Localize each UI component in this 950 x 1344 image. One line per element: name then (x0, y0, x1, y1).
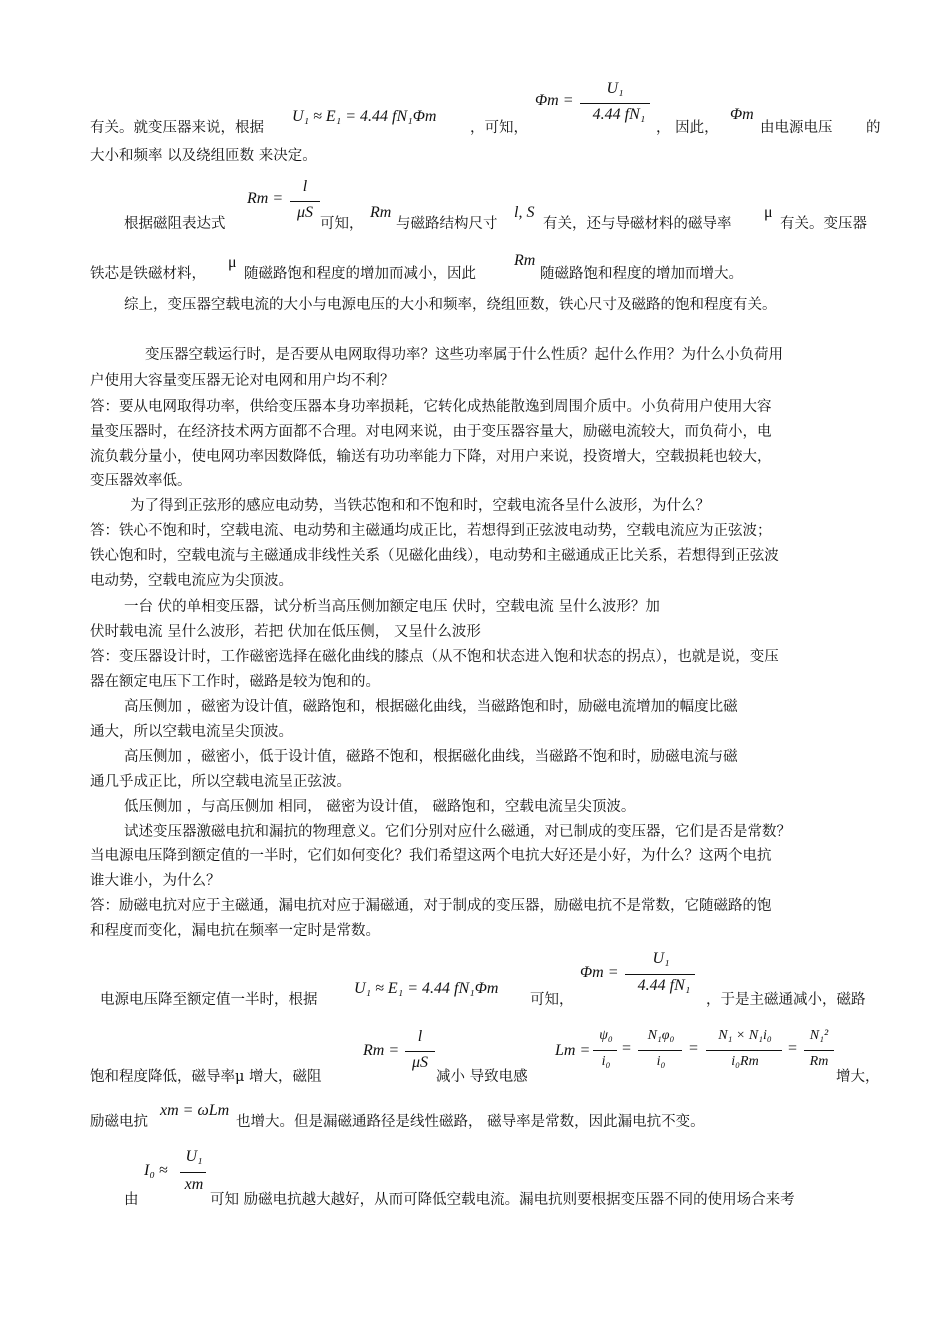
question-line: 一台 伏的单相变压器，试分析当高压侧加额定电压 伏时，空载电流 呈什么波形？加 (124, 599, 660, 615)
text-line: ，可知， (470, 120, 528, 136)
answer-line: 低压侧加 ，与高压侧加 相同， 磁密为设计值， 磁路饱和，空载电流呈尖顶波。 (124, 799, 636, 815)
permeability-symbol: μ (764, 204, 773, 221)
answer-line: 通大，所以空载电流呈尖顶波。 (90, 724, 293, 740)
text-line: 随磁路饱和程度的增加而减小，因此 (244, 266, 476, 282)
fraction-numerator: U₁ (606, 80, 624, 97)
equation-emf: U₁ ≈ E₁ = 4.44 fN₁Φm (354, 980, 499, 997)
fraction-numerator: U₁ (185, 1148, 203, 1165)
answer-line: 答：变压器设计时，工作磁密选择在磁化曲线的膝点（从不饱和状态进入饱和状态的拐点），也就是说，变压 (90, 649, 779, 665)
text-line: 的 (866, 120, 881, 136)
fraction-bar (180, 1172, 206, 1173)
answer-line: 铁心饱和时，空载电流与主磁通成非线性关系（见磁化曲线），电动势和主磁通成正比关系，若想得到正弦波 (90, 548, 779, 564)
question-line: 户使用大容量变压器无论对电网和用户均不利？ (90, 373, 395, 389)
fraction-denominator: i₀ (656, 1054, 666, 1069)
text-line: 随磁路饱和程度的增加而增大。 (540, 266, 743, 282)
answer-line: 电动势，空载电流应为尖顶波。 (90, 573, 293, 589)
text-line: 励磁电抗 (90, 1114, 148, 1130)
fraction-bar (625, 974, 695, 975)
inductance-lhs: Lm = (555, 1042, 591, 1059)
answer-line: 答：铁心不饱和时，空载电流、电动势和主磁通均成正比，若想得到正弦波电动势，空载电流应为正弦波； (90, 523, 772, 539)
fraction-numerator: U₁ (652, 950, 670, 967)
fraction-numerator: ψ₀ (599, 1028, 613, 1043)
fraction-bar (405, 1051, 435, 1052)
fraction-denominator: i₀Rm (731, 1054, 759, 1069)
text-line: ，于是主磁通减小，磁路 (706, 992, 866, 1008)
question-line: 伏时载电流 呈什么波形，若把 伏加在低压侧， 又呈什么波形 (90, 624, 481, 640)
answer-line: 高压侧加 ，磁密小，低于设计值，磁路不饱和，根据磁化曲线，当磁路不饱和时，励磁电流与磁 (124, 749, 738, 765)
equation-reactance: xm = ωLm (160, 1102, 230, 1119)
question-line: 变压器空载运行时，是否要从电网取得功率？这些功率属于什么性质？起什么作用？为什么小负荷用 (145, 347, 783, 363)
fraction-numerator: l (417, 1028, 423, 1045)
text-line: 减小 导致电感 (436, 1069, 528, 1085)
equation-emf: U₁ ≈ E₁ = 4.44 fN₁Φm (292, 108, 437, 125)
text-line: 有关，还与导磁材料的磁导率 (543, 216, 732, 232)
reluctance-symbol: Rm (370, 204, 392, 221)
fraction-numerator: N₁² (809, 1028, 829, 1043)
fraction-denominator: xm (184, 1176, 204, 1193)
fraction-bar (290, 201, 320, 202)
fraction-denominator: i₀ (601, 1054, 611, 1069)
text-line: 大小和频率 以及绕组匝数 来决定。 (90, 148, 317, 164)
permeability-symbol: μ (228, 254, 237, 271)
answer-line: 流负载分量小，使电网功率因数降低，输送有功功率能力下降，对用户来说，投资增大，空载损耗也较大， (90, 449, 772, 465)
question-line: 当电源电压降到额定值的一半时，它们如何变化？我们希望这两个电抗大好还是小好，为什么？这两个电抗 (90, 848, 772, 864)
answer-line: 变压器效率低。 (90, 473, 192, 489)
reluctance-lhs: Rm = (247, 190, 284, 207)
text-line: 增大， (836, 1069, 880, 1085)
question-line: 谁大谁小，为什么？ (90, 873, 221, 889)
text-line: 可知， (320, 216, 364, 232)
text-line: ， 因此， (656, 120, 719, 136)
answer-line: 和程度而变化，漏电抗在频率一定时是常数。 (90, 923, 380, 939)
answer-line: 高压侧加 ，磁密为设计值，磁路饱和，根据磁化曲线，当磁路饱和时，励磁电流增加的幅度比磁 (124, 699, 738, 715)
equals-sign: = (689, 1040, 699, 1057)
fraction-denominator: 4.44 fN₁ (637, 977, 691, 994)
question-line: 为了得到正弦形的感应电动势，当铁芯饱和和不饱和时，空载电流各呈什么波形，为什么？ (130, 498, 710, 514)
fraction-denominator: 4.44 fN₁ (592, 106, 646, 123)
answer-line: 答：励磁电抗对应于主磁通，漏电抗对应于漏磁通，对于制成的变压器，励磁电抗不是常数，它随磁路的饱 (90, 898, 772, 914)
text-line: 也增大。但是漏磁通路径是线性磁路， 磁导率是常数，因此漏电抗不变。 (236, 1114, 705, 1130)
answer-line: 器在额定电压下工作时，磁路是较为饱和的。 (90, 674, 380, 690)
fraction-numerator: N₁φ₀ (647, 1028, 675, 1043)
reluctance-lhs: Rm = (363, 1042, 400, 1059)
fraction-bar (580, 103, 650, 104)
question-line: 试述变压器激磁电抗和漏抗的物理意义。它们分别对应什么磁通，对已制成的变压器，它们是否是常数？ (124, 824, 791, 840)
text-line: 有关。就变压器来说，根据 (90, 120, 264, 136)
current-lhs: I₀ ≈ (144, 1162, 168, 1179)
equation-flux-lhs: Φm = (580, 964, 619, 981)
fraction-bar (638, 1050, 682, 1051)
reluctance-symbol: Rm (514, 252, 536, 269)
equals-sign: = (622, 1040, 632, 1057)
dimension-symbols: l, S (514, 204, 535, 221)
text-line: 饱和程度降低，磁导率μ 增大，磁阻 (90, 1069, 322, 1085)
fraction-denominator: μS (411, 1054, 429, 1071)
flux-symbol: Φm (730, 106, 754, 123)
answer-line: 答：要从电网取得功率，供给变压器本身功率损耗，它转化成热能散逸到周围介质中。小负荷用户使用大容 (90, 399, 772, 415)
fraction-denominator: μS (296, 204, 314, 221)
equals-sign: = (788, 1040, 798, 1057)
fraction-numerator: N₁ × N₁i₀ (718, 1028, 772, 1043)
fraction-numerator: l (302, 178, 308, 195)
text-line: 与磁路结构尺寸 (396, 216, 498, 232)
answer-line: 通几乎成正比，所以空载电流呈正弦波。 (90, 774, 351, 790)
text-line: 根据磁阻表达式 (124, 216, 226, 232)
text-line: 可知 励磁电抗越大越好，从而可降低空载电流。漏电抗则要根据变压器不同的使用场合来考 (210, 1192, 795, 1208)
text-line: 电源电压降至额定值一半时，根据 (100, 992, 318, 1008)
equation-flux-lhs: Φm = (535, 92, 574, 109)
text-line: 由电源电压 (760, 120, 833, 136)
text-line: 综上，变压器空载电流的大小与电源电压的大小和频率，绕组匝数，铁心尺寸及磁路的饱和程度有关。 (124, 297, 777, 313)
fraction-bar (706, 1050, 782, 1051)
fraction-bar (804, 1050, 834, 1051)
text-line: 可知， (530, 992, 574, 1008)
text-line: 由 (124, 1192, 139, 1208)
fraction-bar (593, 1050, 617, 1051)
text-line: 铁芯是铁磁材料， (90, 266, 206, 282)
answer-line: 量变压器时，在经济技术两方面都不合理。对电网来说，由于变压器容量大，励磁电流较大，而负荷小，电 (90, 424, 772, 440)
text-line: 有关。变压器 (780, 216, 867, 232)
fraction-denominator: Rm (809, 1054, 829, 1069)
